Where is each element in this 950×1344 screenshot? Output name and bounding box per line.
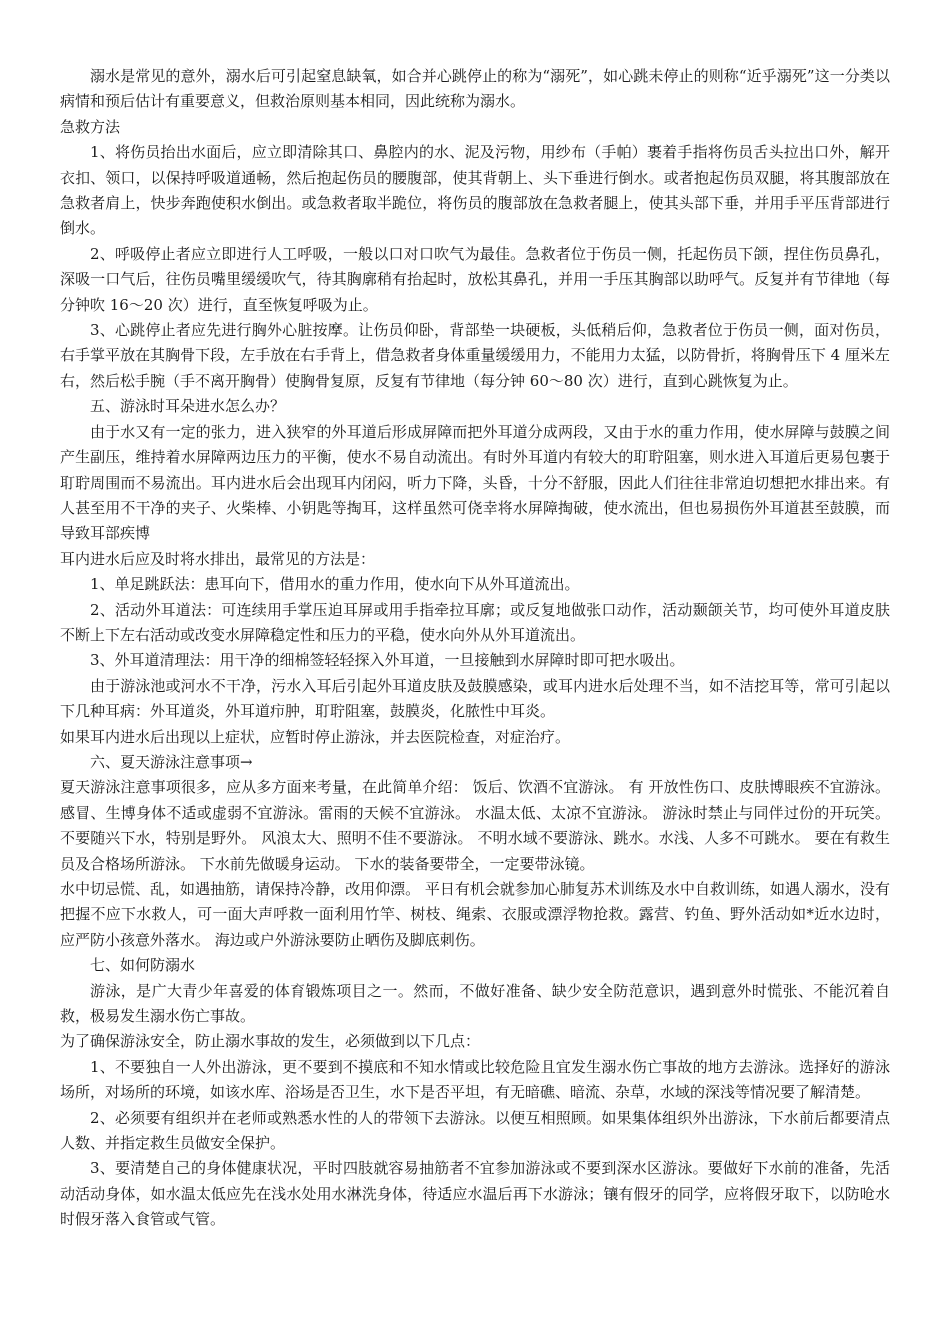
section-heading-drowning-prevention: 七、如何防溺水 xyxy=(90,956,196,975)
prevention-point-2: 2、必须要有组织并在老师或熟悉水性的人的带领下去游泳。以便互相照顾。如果集体组织外出游泳，下水前后都要清点人数、并指定救生员做安全保护。 xyxy=(60,1108,890,1153)
section-heading-ear-water: 五、游泳时耳朵进水怎么办？ xyxy=(90,397,286,416)
ear-water-methods-intro: 耳内进水后应及时将水排出，最常见的方法是： xyxy=(60,549,376,568)
section-heading-summer-swimming: 六、夏天游泳注意事项→ xyxy=(90,752,253,771)
prevention-point-3: 3、要清楚自己的身体健康状况，平时四肢就容易抽筋者不宜参加游泳或不要到深水区游泳。要做好下水前的准备，先活动活动身体，如水温太低应先在浅水处用水淋洗身体，待适应水温后再下水游泳；镶有假牙的同学，应将假牙取下，以防呛水时假牙落入食管或气管。 xyxy=(60,1159,890,1229)
ear-method-2: 2、活动外耳道法：可连续用手掌压迫耳屏或用手指牵拉耳廓；或反复地做张口动作，活动颞颌关节，均可使外耳道皮肤不断上下左右活动或改变水屏障稳定性和压力的平稳，使水向外从外耳道流出。 xyxy=(60,600,890,644)
ear-water-paragraph: 由于水又有一定的张力，进入狭窄的外耳道后形成屏障而把外耳道分成两段，又由于水的重力作用，使水屏障与鼓膜之间产生副压，维持着水屏障两边压力的平衡，使水不易自动流出。有时外耳道内有较大的耵聍阻塞，则水进入耳道后更易包裹于耵聍周围而不易流出。耳内进水后会出现耳内闭闷，听力下降，头昏，十分不舒服，因此人们往往非常迫切想把水排出来。有人甚至用不干净的夹子、火柴棒、小钥匙等掏耳，这样虽然可侥幸将水屏障掏破，使水流出，但也易损伤外耳道甚至鼓膜，而导致耳部疾博 xyxy=(60,422,890,543)
water-safety-notes: 水中切忌慌、乱，如遇抽筋，请保持冷静，改用仰漂。 平日有机会就参加心肺复苏术训练及水中自救训练，如遇人溺水，没有把握不应下水救人，可一面大声呼救一面利用竹竿、树枝、绳索、衣服或漂浮物抢救。露营、钓鱼、野外活动如*近水边时，应严防小孩意外落水。 海边或户外游泳要防止晒伤及脚底刺伤。 xyxy=(60,880,890,949)
ear-disease-paragraph: 由于游泳池或河水不干净，污水入耳后引起外耳道皮肤及鼓膜感染，或耳内进水后处理不当，如不洁挖耳等，常可引起以下几种耳病：外耳道炎，外耳道疖肿，耵聍阻塞，鼓膜炎，化脓性中耳炎。 xyxy=(60,676,890,721)
summer-swimming-notes: 夏天游泳注意事项很多，应从多方面来考量，在此简单介绍： 饭后、饮酒不宜游泳。 有 开放性伤口、皮肤博眼疾不宜游泳。 感冒、生博身体不适或虚弱不宜游泳。雷雨的天候不宜游泳。 水温太低、太凉不宜游泳。 游泳时禁止与同伴过份的开玩笑。 不要随兴下水，特别是野外。 风浪太大、照明不佳不要游泳。 不明水域不要游泳、跳水。水浅、人多不可跳水。 要在有救生员及合格场所游泳。 下水前先做暖身运动。 下水的装备要带全，一定要带泳镜。 xyxy=(60,778,890,873)
first-aid-step-2: 2、呼吸停止者应立即进行人工呼吸，一般以口对口吹气为最佳。急救者位于伤员一侧，托起伤员下颌，捏住伤员鼻孔，深吸一口气后，往伤员嘴里缓缓吹气，待其胸廓稍有抬起时，放松其鼻孔，并用一手压其胸部以助呼气。反复并有节律地（每分钟吹 16～20 次）进行，直至恢复呼吸为止。 xyxy=(60,244,890,314)
intro-paragraph: 溺水是常见的意外，溺水后可引起窒息缺氧，如合并心跳停止的称为“溺死”，如心跳未停止的则称“近乎溺死”这一分类以病情和预后估计有重要意义，但救治原则基本相同，因此统称为溺水。 xyxy=(60,67,890,111)
first-aid-step-3: 3、心跳停止者应先进行胸外心脏按摩。让伤员仰卧，背部垫一块硬板，头低稍后仰，急救者位于伤员一侧，面对伤员，右手掌平放在其胸骨下段，左手放在右手背上，借急救者身体重量缓缓用力，不能用力太猛，以防骨折，将胸骨压下 4 厘米左右，然后松手腕（手不离开胸骨）使胸骨复原，反复有节律地（每分钟 60～80 次）进行，直到心跳恢复为止。 xyxy=(60,321,890,390)
prevention-intro: 游泳，是广大青少年喜爱的体育锻炼项目之一。然而，不做好准备、缺少安全防范意识，遇到意外时慌张、不能沉着自救，极易发生溺水伤亡事故。 xyxy=(60,981,890,1026)
ear-symptom-advice: 如果耳内进水后出现以上症状，应暂时停止游泳，并去医院检查，对症治疗。 xyxy=(60,727,571,746)
prevention-point-1: 1、不要独自一人外出游泳，更不要到不摸底和不知水情或比较危险且宜发生溺水伤亡事故的地方去游泳。选择好的游泳场所，对场所的环境，如该水库、浴场是否卫生，水下是否平坦，有无暗礁、暗流、杂草，水域的深浅等情况要了解清楚。 xyxy=(60,1057,890,1102)
section-heading-first-aid: 急救方法 xyxy=(60,117,121,136)
ear-method-1: 1、单足跳跃法：患耳向下，借用水的重力作用，使水向下从外耳道流出。 xyxy=(90,575,580,594)
first-aid-step-1: 1、将伤员抬出水面后，应立即清除其口、鼻腔内的水、泥及污物，用纱布（手帕）裹着手指将伤员舌头拉出口外，解开衣扣、领口，以保持呼吸道通畅，然后抱起伤员的腰腹部，使其背朝上、头下垂进行倒水。或者抱起伤员双腿，将其腹部放在急救者肩上，快步奔跑使积水倒出。或急救者取半跪位，将伤员的腹部放在急救者腿上，使其头部下垂，并用手平压背部进行倒水。 xyxy=(60,143,890,238)
ear-method-3: 3、外耳道清理法：用干净的细棉签轻轻探入外耳道，一旦接触到水屏障时即可把水吸出。 xyxy=(90,651,685,670)
prevention-points-intro: 为了确保游泳安全，防止溺水事故的发生，必须做到以下几点： xyxy=(60,1032,481,1051)
